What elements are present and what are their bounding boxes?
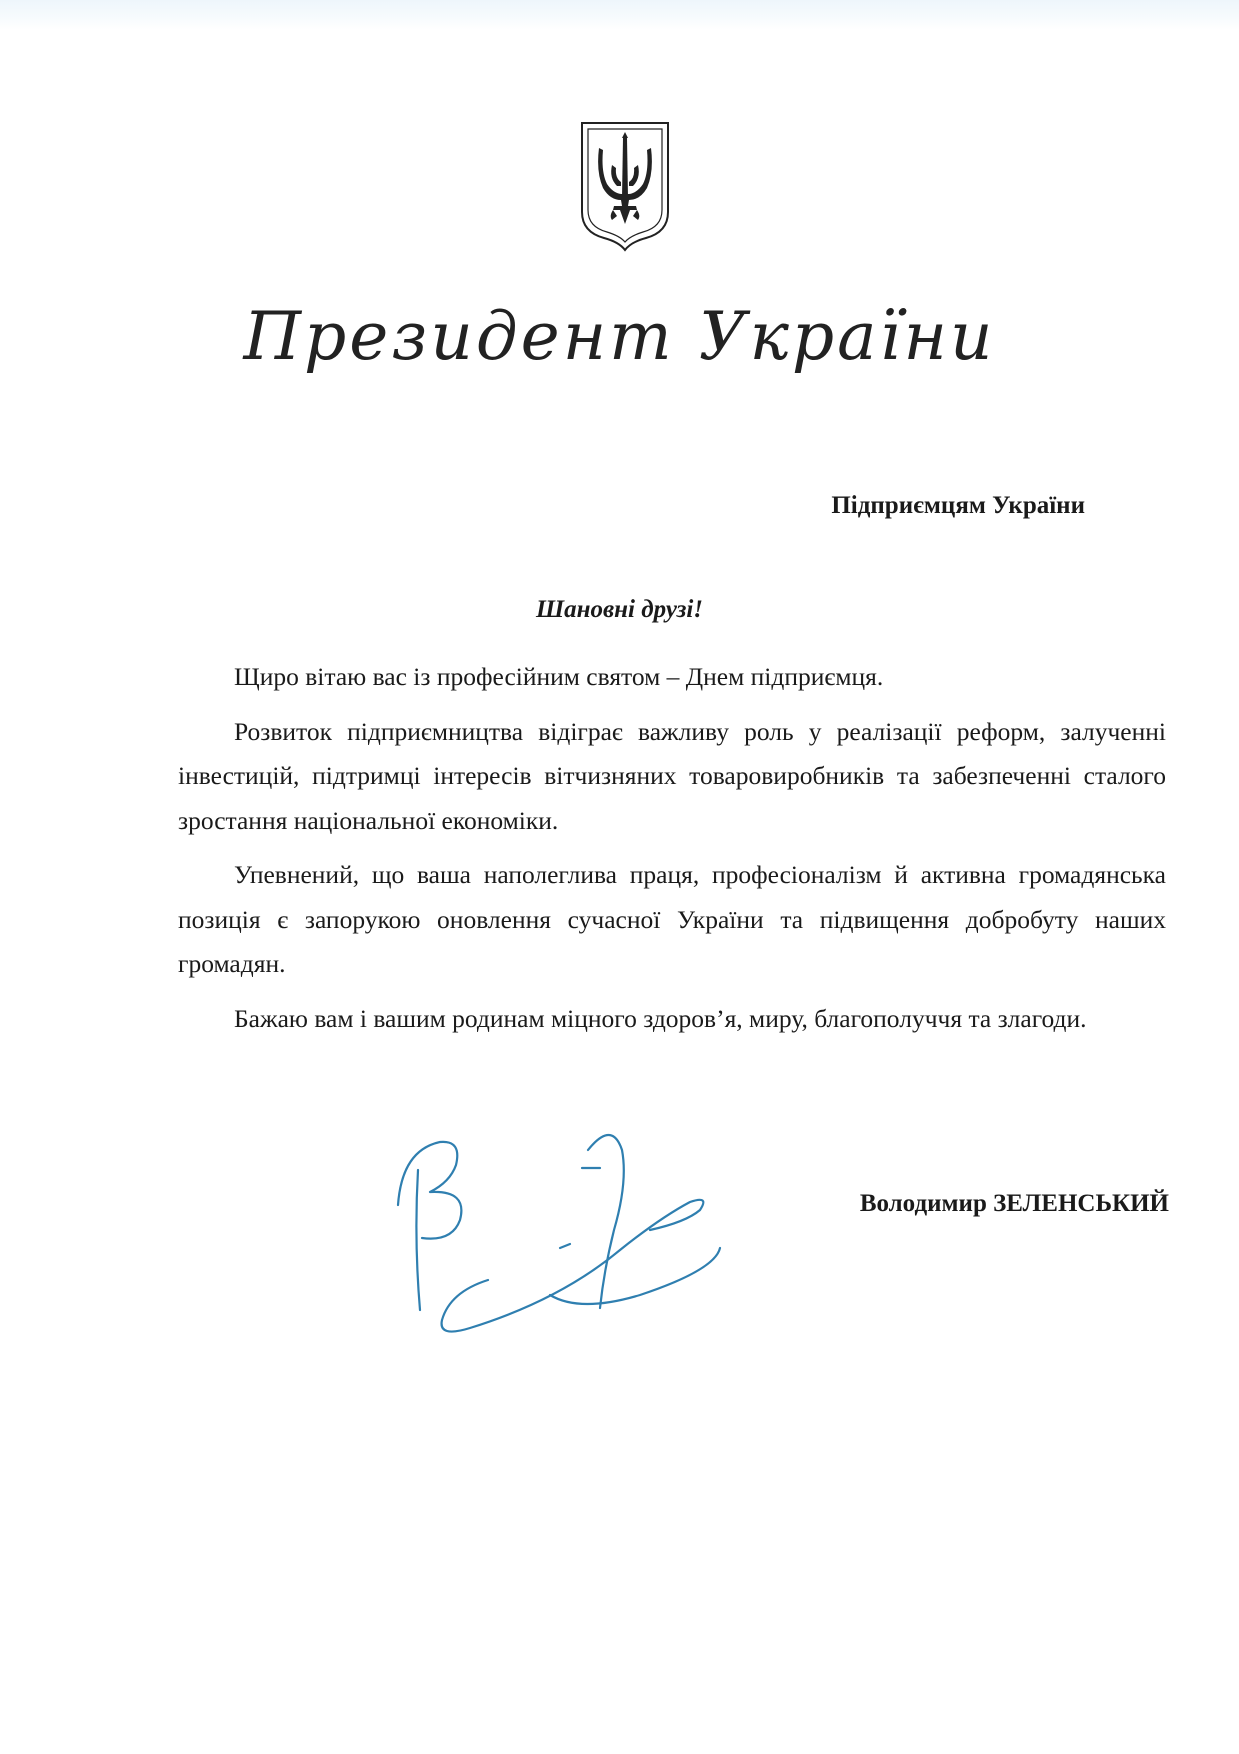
scan-top-edge	[0, 0, 1239, 30]
recipient-line: Підприємцям України	[831, 492, 1085, 519]
letter-body	[178, 655, 1166, 1051]
signer-name: Володимир ЗЕЛЕНСЬКИЙ	[859, 1190, 1169, 1217]
salutation: Шановні друзі!	[535, 596, 704, 623]
paragraph: Бажаю вам і вашим родинам міцного здоров’я, миру, благополуччя та злагоди.	[234, 1003, 1087, 1033]
paragraph: Упевнений, що ваша наполеглива праця, професіоналізм й активна громадянська позиція є запорукою оновлення сучасної України та підвищення добробуту наших громадян.	[178, 860, 1166, 978]
letterhead-title: Президент України	[243, 298, 996, 375]
paragraph: Розвиток підприємництва відіграє важливу роль у реалізації реформ, залученні інвестицій, підтримці інтересів вітчизняних товаровиробників та забезпеченні сталого зростання національної економіки.	[178, 716, 1166, 835]
coat-of-arms-icon	[579, 120, 671, 252]
paragraph: Щиро вітаю вас із професійним святом – Днем підприємця.	[234, 662, 884, 691]
signature-icon	[390, 1120, 770, 1370]
